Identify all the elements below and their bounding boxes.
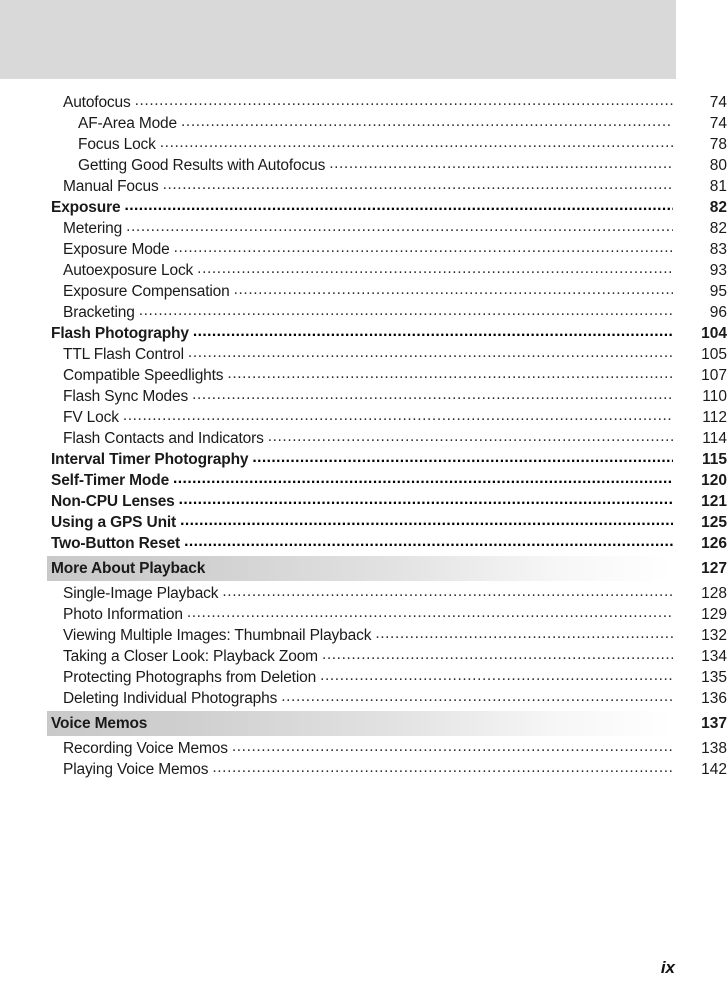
toc-entry-row[interactable] <box>0 386 727 407</box>
toc-entry-label: Exposure <box>51 199 121 216</box>
toc-entry-page-number: 74 <box>709 115 727 132</box>
toc-entry-page-number: 137 <box>701 715 727 732</box>
toc-entry-page-number: 134 <box>701 648 727 665</box>
toc-dot-leader <box>163 177 673 191</box>
toc-entry-page-number: 105 <box>701 346 727 363</box>
toc-entry-row[interactable] <box>0 688 727 709</box>
toc-entry-label: Focus Lock <box>78 136 156 153</box>
toc-entry-row[interactable] <box>0 428 727 449</box>
toc-dot-leader <box>160 135 673 149</box>
toc-entry-page-number: 120 <box>701 472 727 489</box>
toc-entry-label: Getting Good Results with Autofocus <box>78 157 326 174</box>
toc-dot-leader <box>188 345 673 359</box>
toc-entry-page-number: 80 <box>709 157 727 174</box>
toc-dot-leader <box>234 282 673 296</box>
toc-dot-leader <box>173 471 673 485</box>
toc-entry-label: TTL Flash Control <box>63 346 184 363</box>
toc-entry-page-number: 114 <box>702 430 727 447</box>
toc-entry-label: Bracketing <box>63 304 135 321</box>
toc-entry-page-number: 129 <box>701 606 727 623</box>
toc-entry-label: Flash Photography <box>51 325 189 342</box>
toc-entry-row[interactable] <box>0 92 727 113</box>
toc-entry-row[interactable] <box>0 604 727 625</box>
toc-entry-label: Autoexposure Lock <box>63 262 194 279</box>
toc-dot-leader <box>375 626 673 640</box>
toc-entry-page-number: 96 <box>709 304 727 321</box>
toc-entry-page-number: 138 <box>701 740 727 757</box>
toc-entry-page-number: 115 <box>701 451 727 468</box>
toc-dot-leader <box>139 303 673 317</box>
toc-section-row[interactable] <box>0 556 727 581</box>
toc-entry-page-number: 128 <box>701 585 727 602</box>
toc-entry-page-number: 95 <box>709 283 727 300</box>
toc-entry-label: Taking a Closer Look: Playback Zoom <box>63 648 318 665</box>
toc-entry-row[interactable] <box>0 260 727 281</box>
toc-entry-label: Deleting Individual Photographs <box>63 690 278 707</box>
toc-entry-row[interactable] <box>0 113 727 134</box>
toc-dot-leader <box>180 513 673 527</box>
toc-dot-leader <box>197 261 673 275</box>
toc-entry-page-number: 142 <box>701 761 727 778</box>
toc-entry-label: Protecting Photographs from Deletion <box>63 669 317 686</box>
toc-dot-leader <box>329 156 673 170</box>
toc-section-row[interactable] <box>0 711 727 736</box>
toc-entry-row[interactable] <box>0 738 727 759</box>
toc-dot-leader <box>322 647 673 661</box>
toc-entry-label: Autofocus <box>63 94 131 111</box>
toc-entry-label: AF-Area Mode <box>78 115 177 132</box>
toc-entry-page-number: 74 <box>709 94 727 111</box>
toc-dot-leader <box>126 219 673 233</box>
toc-entry-row[interactable] <box>0 239 727 260</box>
toc-entry-label: Exposure Mode <box>63 241 170 258</box>
toc-entry-page-number: 132 <box>701 627 727 644</box>
toc-dot-leader <box>135 93 673 107</box>
toc-entry-label: Metering <box>63 220 123 237</box>
page-folio: ix <box>660 958 675 977</box>
toc-entry-row[interactable] <box>0 344 727 365</box>
toc-entry-row[interactable] <box>0 176 727 197</box>
toc-dot-leader <box>227 366 673 380</box>
toc-dot-leader <box>281 689 673 703</box>
toc-dot-leader <box>187 605 673 619</box>
toc-entry-row[interactable] <box>0 533 727 554</box>
toc-entry-row[interactable] <box>0 197 727 218</box>
toc-entry-page-number: 82 <box>709 220 727 237</box>
toc-entry-page-number: 112 <box>702 409 727 426</box>
toc-entry-label: More About Playback <box>51 560 206 577</box>
toc-entry-label: Recording Voice Memos <box>63 740 228 757</box>
toc-entry-row[interactable] <box>0 365 727 386</box>
toc-entry-row[interactable] <box>0 759 727 780</box>
toc-dot-leader <box>320 668 673 682</box>
toc-entry-row[interactable] <box>0 155 727 176</box>
toc-entry-row[interactable] <box>0 302 727 323</box>
toc-dot-leader <box>124 198 673 212</box>
toc-dot-leader <box>232 739 673 753</box>
toc-entry-page-number: 135 <box>701 669 727 686</box>
toc-entry-row[interactable] <box>0 646 727 667</box>
toc-entry-label: Single-Image Playback <box>63 585 219 602</box>
toc-entry-page-number: 121 <box>701 493 727 510</box>
toc-entry-page-number: 93 <box>709 262 727 279</box>
toc-dot-leader <box>212 760 673 774</box>
toc-dot-leader <box>184 534 673 548</box>
toc-entry-page-number: 110 <box>702 388 727 405</box>
toc-dot-leader <box>268 429 673 443</box>
toc-entry-label: Using a GPS Unit <box>51 514 177 531</box>
toc-entry-row[interactable] <box>0 625 727 646</box>
toc-entry-label: Viewing Multiple Images: Thumbnail Playback <box>63 627 372 644</box>
toc-entry-row[interactable] <box>0 491 727 512</box>
toc-entry-page-number: 82 <box>709 199 727 216</box>
toc-entry-row[interactable] <box>0 583 727 604</box>
toc-entry-row[interactable] <box>0 134 727 155</box>
toc-dot-leader <box>192 387 673 401</box>
toc-dot-leader <box>193 324 673 338</box>
toc-entry-label: Non-CPU Lenses <box>51 493 175 510</box>
toc-dot-leader <box>179 492 673 506</box>
toc-entry-label: Interval Timer Photography <box>51 451 249 468</box>
toc-dot-leader <box>174 240 673 254</box>
toc-entry-row[interactable] <box>0 407 727 428</box>
toc-entry-row[interactable] <box>0 218 727 239</box>
toc-entry-row[interactable] <box>0 667 727 688</box>
toc-entry-label: Playing Voice Memos <box>63 761 209 778</box>
toc-entry-row[interactable] <box>0 449 727 470</box>
toc-entry-label: Flash Sync Modes <box>63 388 189 405</box>
toc-entry-row[interactable] <box>0 281 727 302</box>
toc-entry-row[interactable] <box>0 512 727 533</box>
toc-dot-leader <box>123 408 673 422</box>
toc-entry-page-number: 104 <box>701 325 727 342</box>
toc-entry-label: Voice Memos <box>51 715 148 732</box>
toc-entry-label: Flash Contacts and Indicators <box>63 430 264 447</box>
toc-entry-label: FV Lock <box>63 409 119 426</box>
toc-entry-label: Two-Button Reset <box>51 535 181 552</box>
toc-entry-page-number: 125 <box>701 514 727 531</box>
toc-entry-page-number: 78 <box>709 136 727 153</box>
table-of-contents <box>0 92 727 780</box>
toc-entry-row[interactable] <box>0 470 727 491</box>
toc-entry-label: Manual Focus <box>63 178 159 195</box>
toc-dot-leader <box>252 450 673 464</box>
toc-entry-label: Photo Information <box>63 606 183 623</box>
toc-dot-leader <box>222 584 673 598</box>
toc-entry-page-number: 136 <box>701 690 727 707</box>
toc-entry-label: Exposure Compensation <box>63 283 230 300</box>
toc-entry-page-number: 127 <box>701 560 727 577</box>
toc-entry-label: Self-Timer Mode <box>51 472 170 489</box>
toc-entry-label: Compatible Speedlights <box>63 367 224 384</box>
header-gray-band <box>0 0 676 79</box>
toc-entry-page-number: 81 <box>709 178 727 195</box>
toc-entry-row[interactable] <box>0 323 727 344</box>
toc-entry-page-number: 83 <box>709 241 727 258</box>
toc-entry-page-number: 107 <box>701 367 727 384</box>
toc-dot-leader <box>181 114 673 128</box>
toc-entry-page-number: 126 <box>701 535 727 552</box>
